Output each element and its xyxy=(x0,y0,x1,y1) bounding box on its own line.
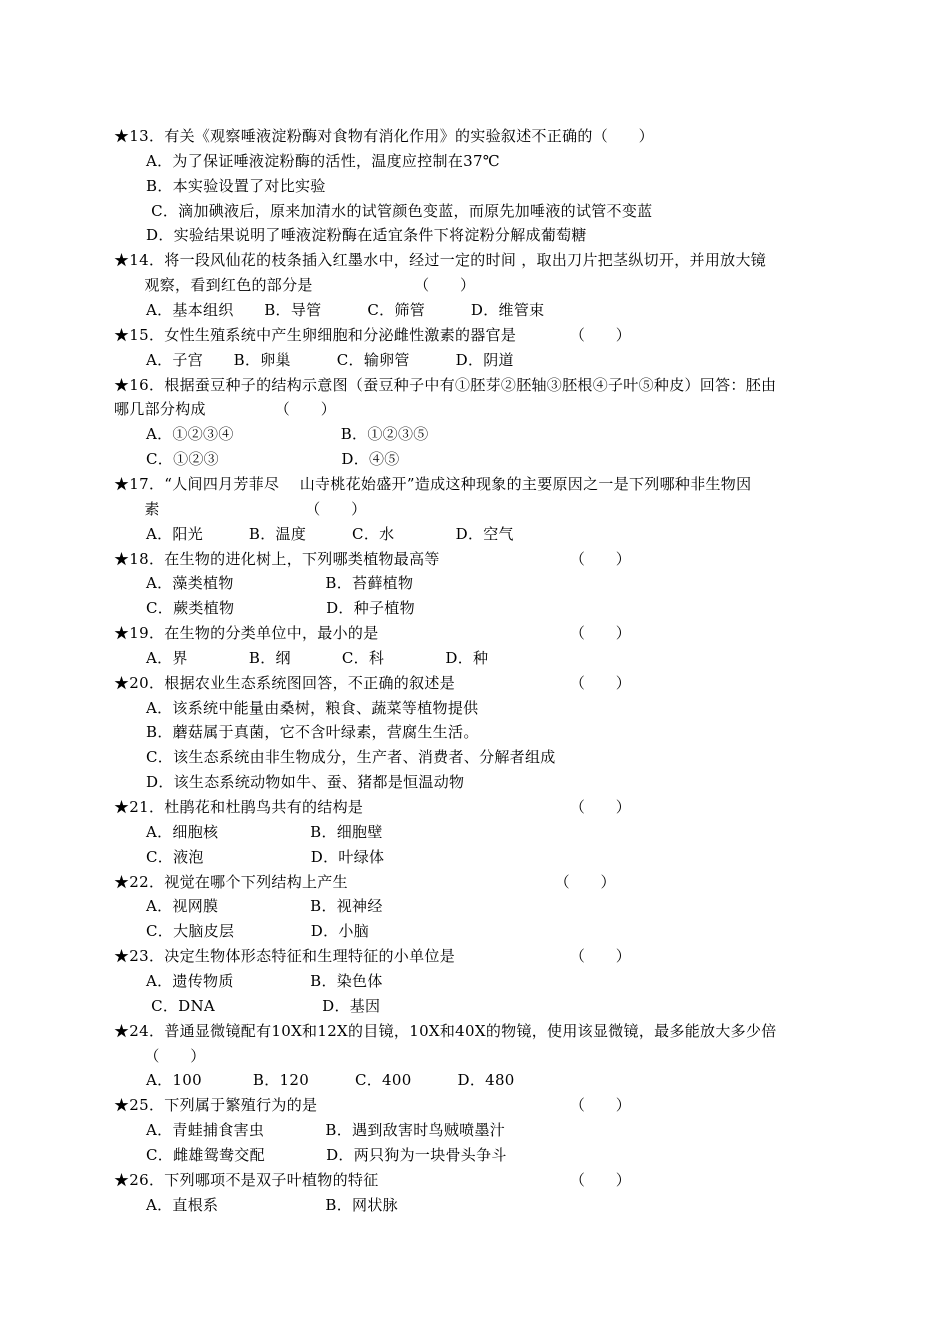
answer-choices: A．基本组织 B．导管 C．筛管 D．维管束 xyxy=(146,301,545,319)
question-stem: ★16．根据蚕豆种子的结构示意图（蚕豆种子中有①胚芽②胚轴③胚根④子叶⑤种皮）回答：胚由 xyxy=(114,375,777,394)
question-stem: ★25．下列属于繁殖行为的是 （ ） xyxy=(114,1096,632,1115)
question-stem: ★19．在生物的分类单位中，最小的是 （ ） xyxy=(114,624,632,642)
question-stem: ★22．视觉在哪个下列结构上产生 （ ） xyxy=(114,872,616,891)
answer-choices: B．蘑菇属于真菌，它不含叶绿素，营腐生生活。 xyxy=(146,723,479,742)
question-stem: ★17．“人间四月芳菲尽 山寺桃花始盛开”造成这种现象的主要原因之一是下列哪种非生物因 xyxy=(114,474,752,493)
answer-choices: A．为了保证唾液淀粉酶的活性，温度应控制在37℃ xyxy=(146,151,500,170)
question-stem: ★24．普通显微镜配有10X和12X的目镜，10X和40X的物镜，使用该显微镜，最多能放大多少倍 xyxy=(114,1021,777,1040)
answer-choices: D．该生态系统动物如牛、蚕、猪都是恒温动物 xyxy=(146,773,465,792)
answer-choices: A．藻类植物 B．苔藓植物 xyxy=(146,574,414,593)
question-stem: ★15．女性生殖系统中产生卵细胞和分泌雌性激素的器官是 （ ） xyxy=(114,325,632,344)
answer-choices: A．遗传物质 B．染色体 xyxy=(146,971,383,990)
answer-choices: C．雌雄鸳鸯交配 D．两只狗为一块骨头争斗 xyxy=(146,1145,507,1164)
answer-choices: C．该生态系统由非生物成分，生产者、消费者、分解者组成 xyxy=(146,748,556,767)
answer-choices: A．青蛙捕食害虫 B．遇到敌害时鸟贼喷墨汁 xyxy=(146,1121,506,1139)
question-stem: ★26．下列哪项不是双子叶植物的特征 （ ） xyxy=(114,1170,632,1189)
answer-choices: C．蕨类植物 D．种子植物 xyxy=(146,599,415,618)
answer-choices: A．该系统中能量由桑树，粮食、蔬菜等植物提供 xyxy=(146,698,479,717)
question-stem: ★14．将一段风仙花的枝条插入红墨水中，经过一定的时间 ，取出刀片把茎纵切开，并用放大镜 xyxy=(114,251,767,270)
answer-choices: D．实验结果说明了唾液淀粉酶在适宜条件下将淀粉分解成葡萄糖 xyxy=(146,226,587,245)
answer-choices: A．直根系 B．网状脉 xyxy=(146,1195,398,1214)
question-stem: ★21．杜鹃花和杜鹃鸟共有的结构是 （ ） xyxy=(114,798,632,816)
answer-choices: A．子宫 B．卵巢 C．输卵管 D．阴道 xyxy=(146,350,514,369)
question-stem: ★23．决定生物体形态特征和生理特征的小单位是 （ ） xyxy=(114,947,632,966)
question-stem: ★20．根据农业生态系统图回答，不正确的叙述是 （ ） xyxy=(114,673,632,692)
answer-choices: A．100 B．120 C．400 D．480 xyxy=(146,1071,515,1090)
answer-choices: C．滴加碘液后，原来加清水的试管颜色变蓝，而原先加唾液的试管不变蓝 xyxy=(146,201,653,220)
answer-choices: C．DNA D．基因 xyxy=(146,996,381,1015)
answer-choices: A．界 B．纲 C．科 D．种 xyxy=(146,648,489,667)
answer-choices: C．液泡 D．叶绿体 xyxy=(146,847,385,866)
question-stem: 素 （ ） xyxy=(114,499,367,518)
answer-choices: A．视网膜 B．视神经 xyxy=(146,897,383,916)
answer-choices: C．①②③ D．④⑤ xyxy=(146,450,400,469)
question-stem: 观察，看到红色的部分是 （ ） xyxy=(114,276,476,295)
answer-choices: B．本实验设置了对比实验 xyxy=(146,176,326,195)
question-stem: ★18．在生物的进化树上，下列哪类植物最高等 （ ） xyxy=(114,549,632,568)
answer-choices: A．阳光 B．温度 C．水 D．空气 xyxy=(146,524,514,543)
question-stem: 哪几部分构成 （ ） xyxy=(114,400,337,419)
question-stem: ★13．有关《观察唾液淀粉酶对食物有消化作用》的实验叙述不正确的（ ） xyxy=(114,127,654,145)
answer-choices: A．细胞核 B．细胞壁 xyxy=(146,822,383,841)
answer-choices: C．大脑皮层 D．小脑 xyxy=(146,922,370,941)
question-stem: （ ） xyxy=(114,1046,206,1065)
answer-choices: A．①②③④ B．①②③⑤ xyxy=(146,425,429,444)
